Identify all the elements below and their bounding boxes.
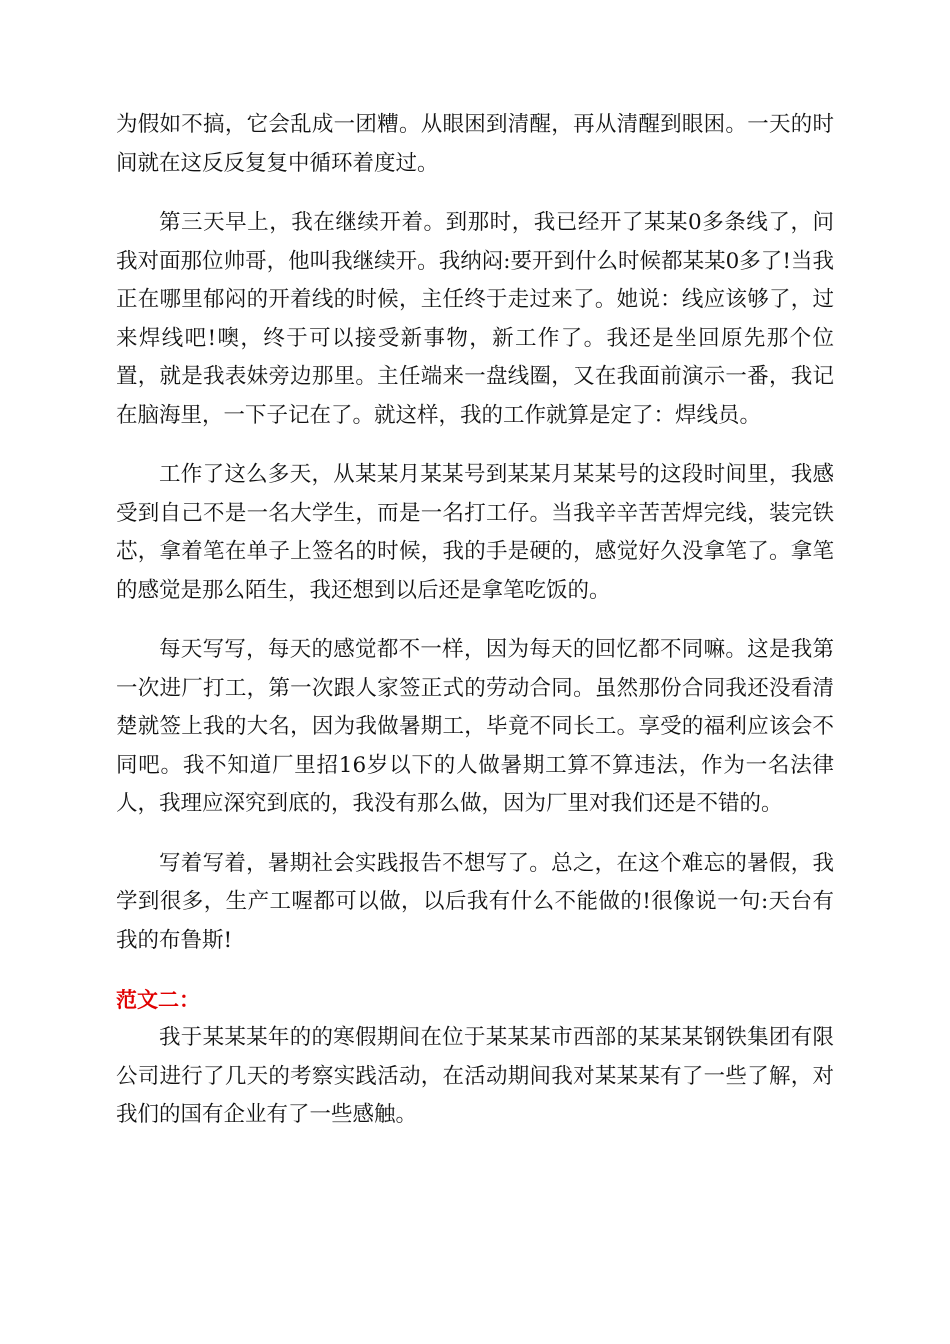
document-body bbox=[116, 106, 834, 1135]
paragraph-sample-two: 我于某某某年的的寒假期间在位于某某某市西部的某某某钢铁集团有限公司进行了几天的考察实践活动，在活动期间我对某某某有了一些了解，对我们的国有企业有了一些感触。 bbox=[116, 1025, 834, 1127]
section-heading: 范文二： bbox=[116, 988, 200, 1012]
paragraph-conclusion: 写着写着，暑期社会实践报告不想写了。总之，在这个难忘的暑假，我学到很多，生产工喔都可以做，以后我有什么不能做的!很像说一句:天台有我的布鲁斯! bbox=[116, 850, 834, 953]
paragraph-gap bbox=[116, 183, 834, 204]
paragraph-third-day: 第三天早上，我在继续开着。到那时，我已经开了某某0多条线了，问我对面那位帅哥，他叫我继续开。我纳闷:要开到什么时候都某某0多了!当我正在哪里郁闷的开着线的时候，主任终于走过来了。她说：线应该够了，过来焊线吧!噢，终于可以接受新事物，新工作了。我还是坐回原先那个位置，就是我表妹旁边那里。主任端来一盘线圈，又在我面前演示一番，我记在脑海里，一下子记在了。就这样，我的工作就算是定了：焊线员。 bbox=[116, 210, 834, 428]
paragraph-gap bbox=[116, 960, 834, 981]
paragraph-continued: 为假如不搞，它会乱成一团糟。从眼困到清醒，再从清醒到眼困。一天的时间就在这反反复复中循环着度过。 bbox=[116, 112, 834, 176]
paragraph-gap bbox=[116, 824, 834, 845]
paragraph-work-days: 工作了这么多天，从某某月某某号到某某月某某号的这段时间里，我感受到自己不是一名大学生，而是一名打工仔。当我辛辛苦苦焊完线，装完铁芯，拿着笔在单子上签名的时候，我的手是硬的，感觉好久没拿笔了。拿笔的感觉是那么陌生，我还想到以后还是拿笔吃饭的。 bbox=[116, 462, 834, 603]
paragraph-daily-writing: 每天写写，每天的感觉都不一样，因为每天的回忆都不同嘛。这是我第一次进厂打工，第一次跟人家签正式的劳动合同。虽然那份合同我还没看清楚就签上我的大名，因为我做暑期工，毕竟不同长工。享受的福利应该会不同吧。我不知道厂里招16岁以下的人做暑期工算不算违法，作为一名法律人，我理应深究到底的，我没有那么做，因为厂里对我们还是不错的。 bbox=[116, 637, 834, 816]
paragraph-gap bbox=[116, 610, 834, 631]
paragraph-gap bbox=[116, 435, 834, 456]
